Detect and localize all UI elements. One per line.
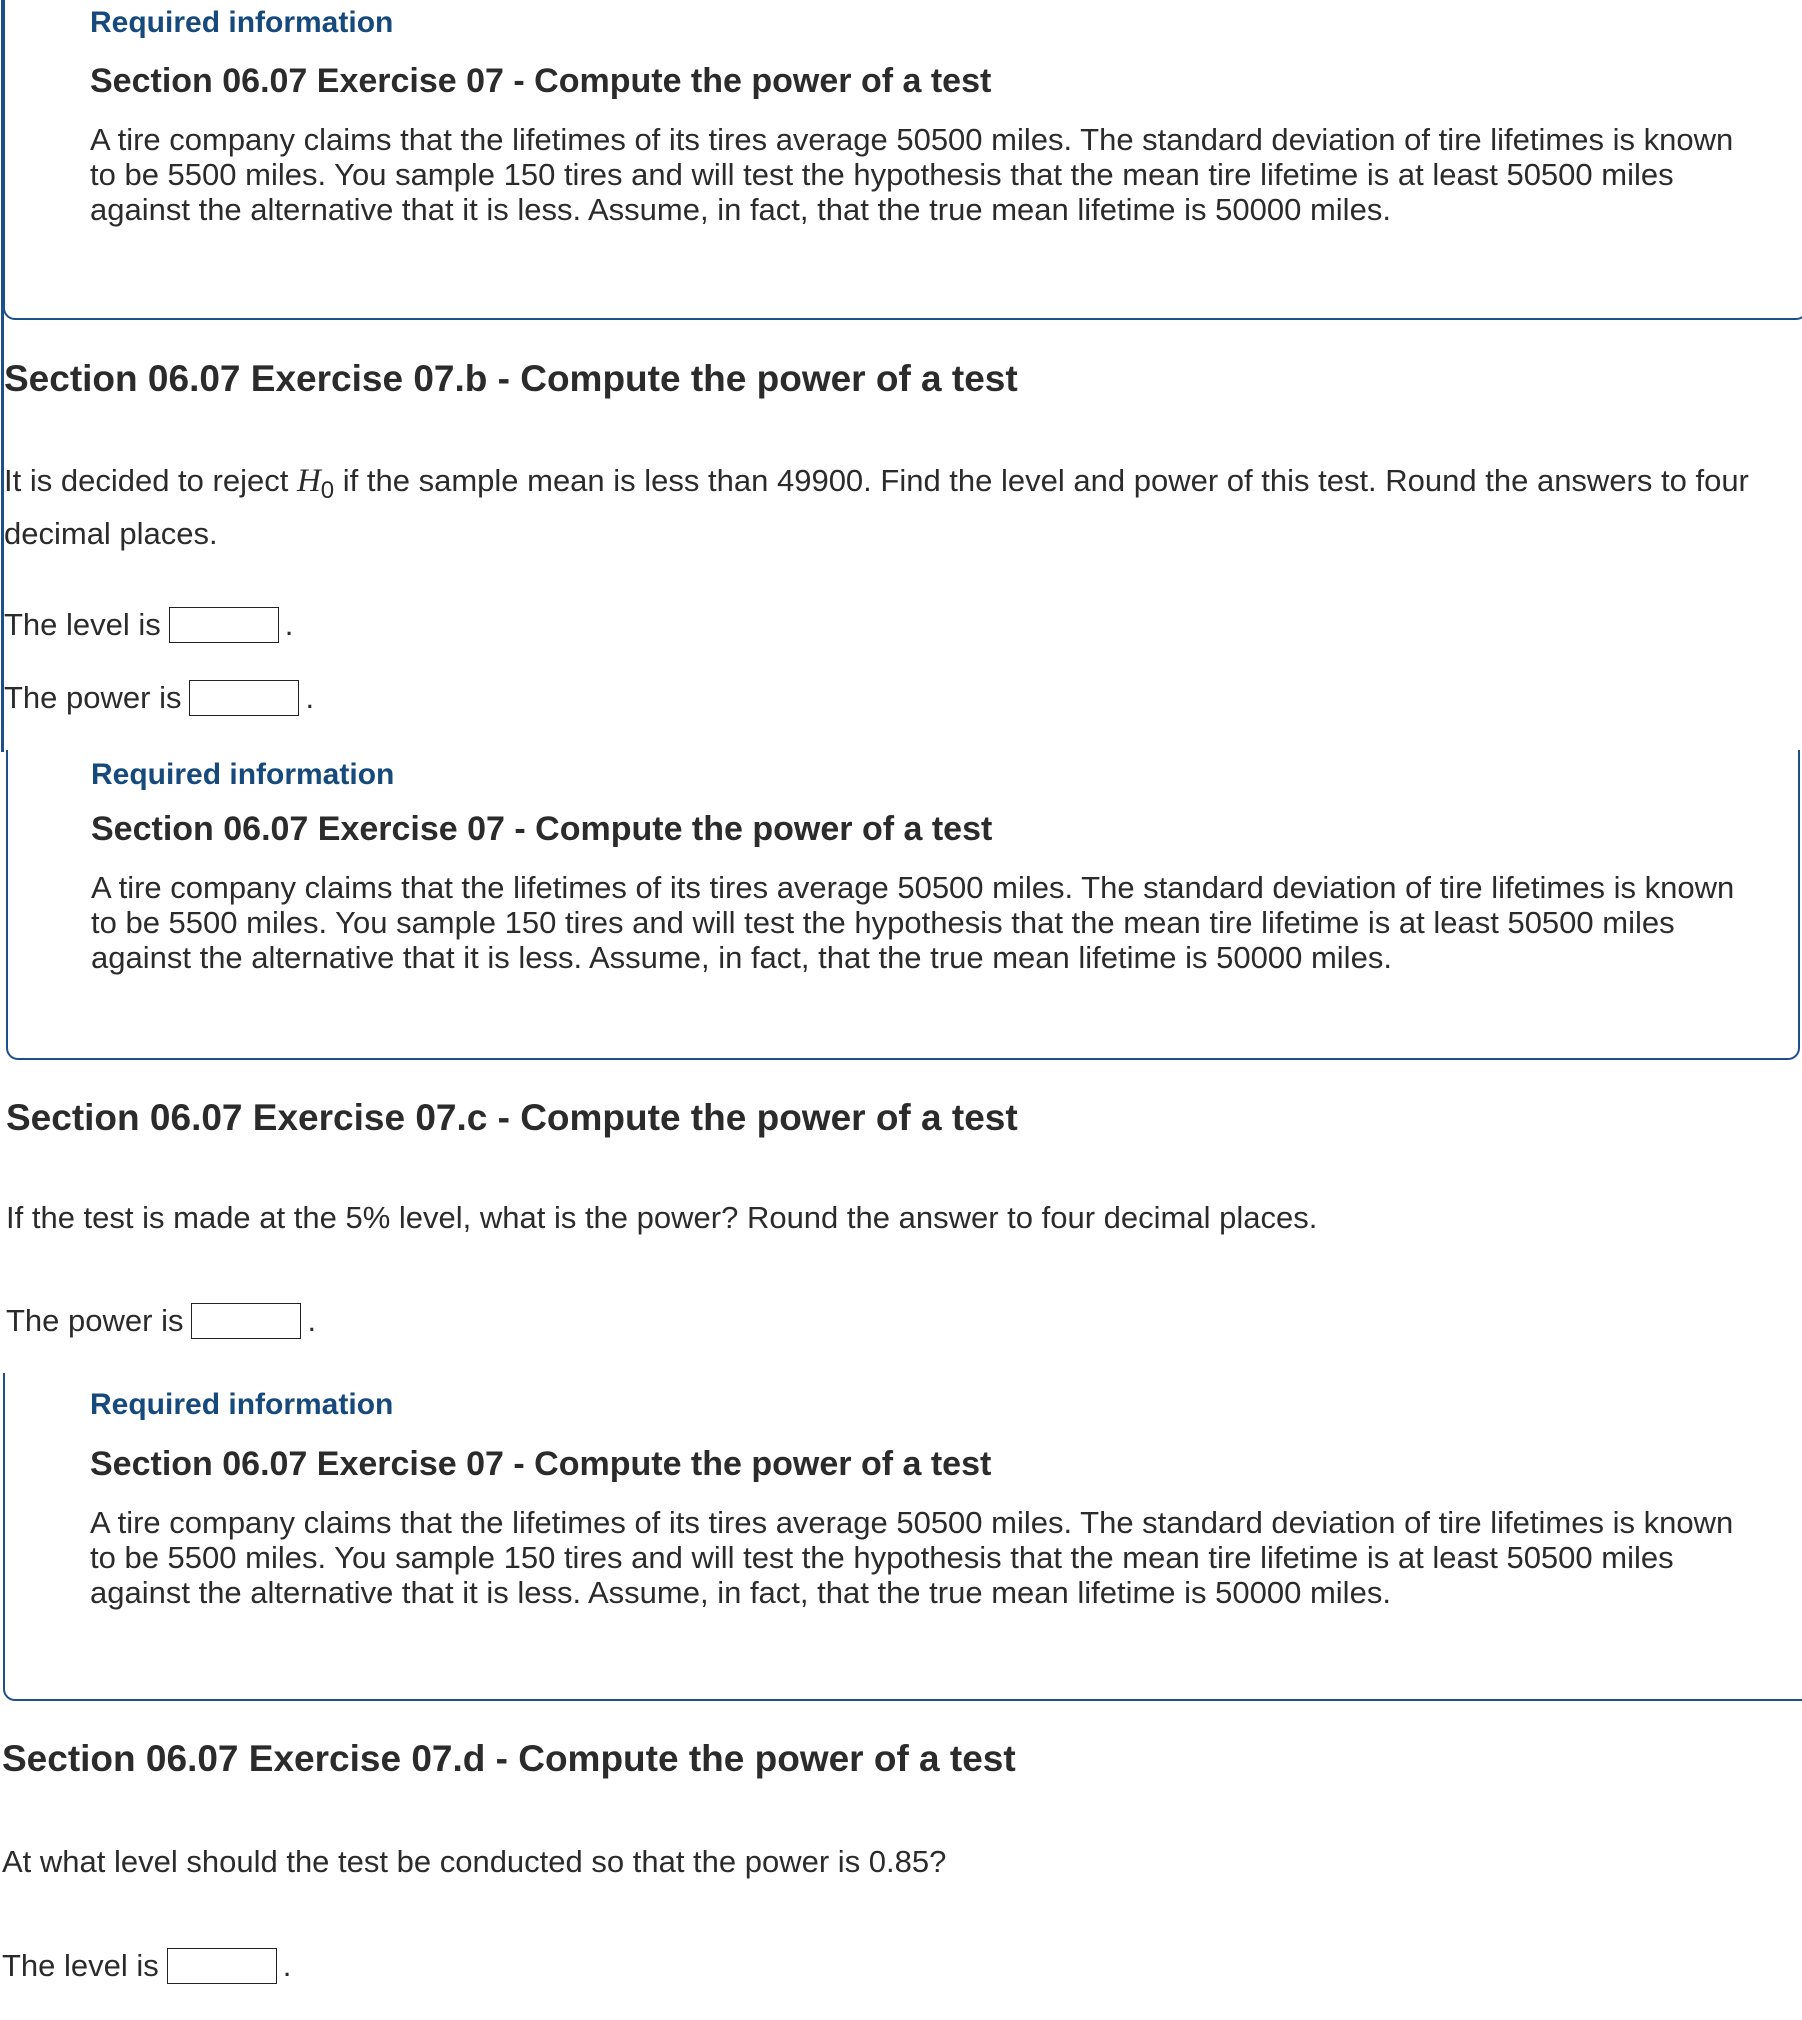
required-info-label: Required information — [91, 758, 395, 791]
context-title: Section 06.07 Exercise 07 - Compute the power of a test — [90, 1445, 992, 1483]
power-label: The power is — [6, 1303, 184, 1338]
part-b-power-input[interactable] — [189, 680, 299, 716]
required-info-card — [6, 750, 1800, 1060]
required-info-label: Required information — [90, 1388, 394, 1421]
power-label: The power is — [4, 680, 182, 715]
period: . — [282, 1948, 292, 1983]
required-info-card — [3, 1373, 1802, 1701]
context-title: Section 06.07 Exercise 07 - Compute the power of a test — [90, 62, 992, 100]
part-c-power-input[interactable] — [191, 1303, 301, 1339]
part-c-power-row — [6, 1303, 316, 1339]
part-b-question: It is decided to reject $H_0$ if the sample mean is less than 49900. Find the level and power of this test. Round the answers to four decimal places. — [4, 463, 1749, 552]
part-c-title: Section 06.07 Exercise 07.c - Compute the power of a test — [6, 1097, 1018, 1138]
level-label: The level is — [4, 607, 161, 642]
part-b-title: Section 06.07 Exercise 07.b - Compute the power of a test — [4, 358, 1018, 399]
part-b-level-input[interactable] — [169, 607, 279, 643]
h-null-symbol: H — [296, 463, 321, 499]
period: . — [305, 680, 315, 715]
period: . — [284, 607, 294, 642]
period: . — [307, 1303, 317, 1338]
context-title: Section 06.07 Exercise 07 - Compute the power of a test — [91, 810, 993, 848]
required-info-card — [3, 0, 1802, 320]
part-d-level-input[interactable] — [167, 1948, 277, 1984]
part-b-level-row — [4, 607, 293, 643]
h-null-subscript: 0 — [320, 477, 335, 505]
context-body: A tire company claims that the lifetimes of its tires average 50500 miles. The standard deviation of tire lifetimes is known to be 5500 miles. You sample 150 tires and will test the hypothesis that the mean tire lifetime is at least 50500 miles against the alternative that it is less. Assume, in fact, that the true mean lifetime is 50000 miles. — [91, 870, 1735, 975]
context-body: A tire company claims that the lifetimes of its tires average 50500 miles. The standard deviation of tire lifetimes is known to be 5500 miles. You sample 150 tires and will test the hypothesis that the mean tire lifetime is at least 50500 miles against the alternative that it is less. Assume, in fact, that the true mean lifetime is 50000 miles. — [90, 122, 1734, 227]
context-body: A tire company claims that the lifetimes of its tires average 50500 miles. The standard deviation of tire lifetimes is known to be 5500 miles. You sample 150 tires and will test the hypothesis that the mean tire lifetime is at least 50500 miles against the alternative that it is less. Assume, in fact, that the true mean lifetime is 50000 miles. — [90, 1505, 1734, 1610]
part-c-question: If the test is made at the 5% level, what is the power? Round the answer to four decimal places. — [6, 1200, 1318, 1235]
part-d-level-row — [2, 1948, 291, 1984]
part-b-power-row — [4, 680, 314, 716]
part-d-question: At what level should the test be conducted so that the power is 0.85? — [2, 1844, 947, 1879]
level-label: The level is — [2, 1948, 159, 1983]
part-d-title: Section 06.07 Exercise 07.d - Compute the power of a test — [2, 1738, 1016, 1779]
required-info-label: Required information — [90, 6, 394, 39]
